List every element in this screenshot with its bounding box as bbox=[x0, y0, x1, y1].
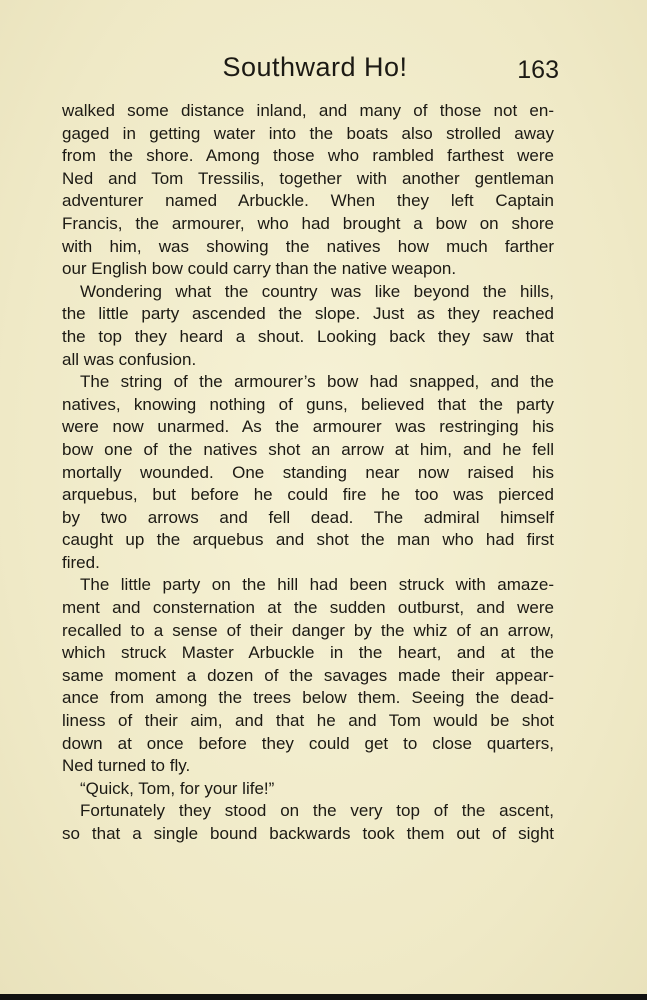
text-line: so that a single bound backwards took them out of sight bbox=[62, 824, 554, 843]
text-line: with him, was showing the natives how much farther bbox=[62, 236, 554, 256]
text-line: down at once before they could get to close quarters, bbox=[62, 733, 554, 753]
body-text bbox=[62, 100, 554, 846]
text-line: natives, knowing nothing of guns, believed that the party bbox=[62, 394, 554, 414]
text-line: by two arrows and fell dead. The admiral himself bbox=[62, 507, 554, 527]
text-line: adventurer named Arbuckle. When they left Captain bbox=[62, 191, 554, 211]
text-line: bow one of the natives shot an arrow at him, and he fell bbox=[62, 439, 554, 459]
text-line: fired. bbox=[62, 552, 100, 572]
text-line: the little party ascended the slope. Just as they reached bbox=[62, 304, 554, 324]
text-line: were now unarmed. As the armourer was restringing his bbox=[62, 417, 554, 437]
text-line: which struck Master Arbuckle in the heart, and at the bbox=[62, 643, 554, 663]
text-line: Francis, the armourer, who had brought a bow on shore bbox=[62, 213, 554, 233]
running-title: Southward Ho! bbox=[222, 52, 408, 82]
text-line: Fortunately they stood on the very top of the ascent, bbox=[80, 801, 554, 821]
text-line: liness of their aim, and that he and Tom would be shot bbox=[62, 711, 554, 731]
text-line: ment and consternation at the sudden outburst, and were bbox=[62, 598, 554, 618]
text-line: caught up the arquebus and shot the man who had first bbox=[62, 530, 554, 550]
text-line: all was confusion. bbox=[62, 349, 197, 369]
text-line: gaged in getting water into the boats also strolled away bbox=[62, 123, 554, 143]
text-line: the top they heard a shout. Looking back they saw that bbox=[62, 326, 554, 346]
text-line: Ned turned to fly. bbox=[62, 756, 191, 776]
page-bottom-edge bbox=[0, 994, 647, 1000]
text-line: Ned and Tom Tressilis, together with another gentleman bbox=[62, 168, 554, 188]
text-line: from the shore. Among those who rambled farthest were bbox=[62, 146, 554, 166]
text-line: recalled to a sense of their danger by the whiz of an arrow, bbox=[62, 620, 554, 640]
text-line: same moment a dozen of the savages made their appear- bbox=[62, 665, 554, 685]
text-line: our English bow could carry than the native weapon. bbox=[62, 259, 457, 279]
text-line: “Quick, Tom, for your life!” bbox=[80, 778, 275, 798]
text-line: arquebus, but before he could fire he too was pierced bbox=[62, 485, 554, 505]
text-line: The string of the armourer’s bow had snapped, and the bbox=[80, 372, 554, 392]
text-line: The little party on the hill had been struck with amaze- bbox=[80, 575, 554, 595]
running-head bbox=[0, 52, 647, 88]
text-line: mortally wounded. One standing near now raised his bbox=[62, 462, 554, 482]
text-line: walked some distance inland, and many of those not en- bbox=[62, 101, 554, 120]
text-line: ance from among the trees below them. Seeing the dead- bbox=[62, 688, 554, 708]
page-number: 163 bbox=[517, 56, 559, 84]
text-line: Wondering what the country was like beyond the hills, bbox=[80, 281, 554, 301]
